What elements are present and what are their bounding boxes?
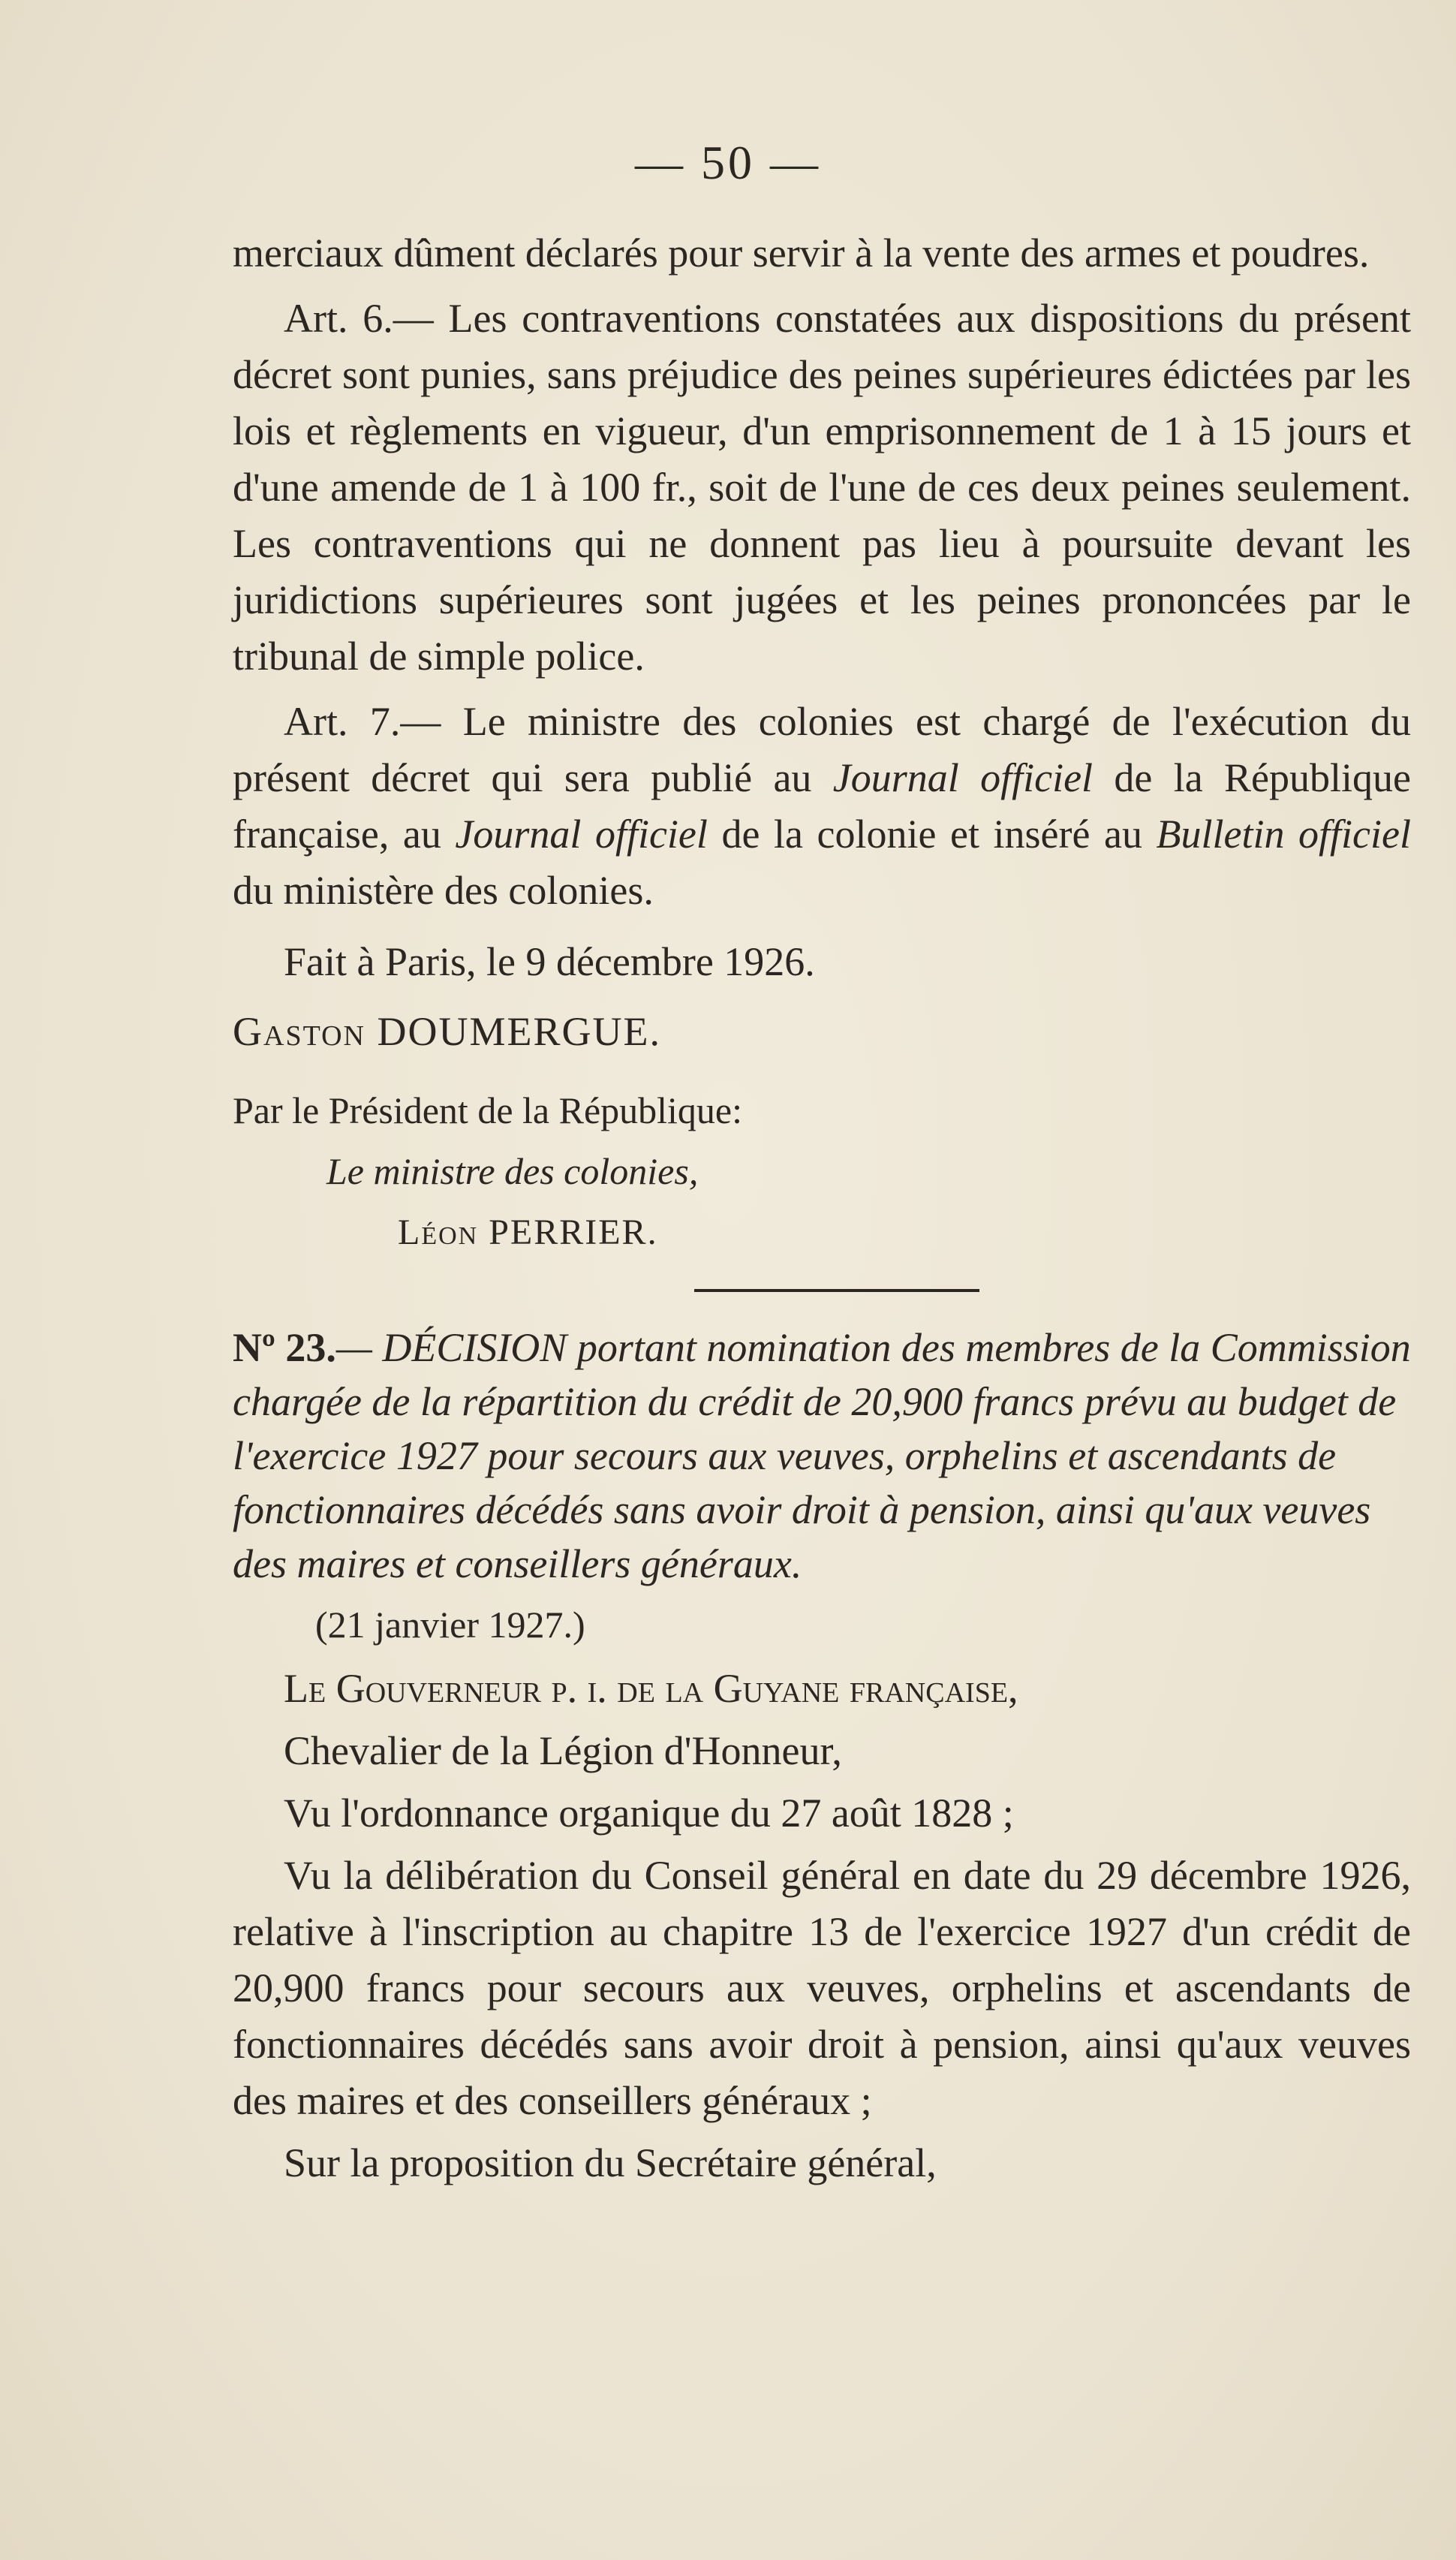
minister-name: Léon PERRIER. xyxy=(398,1212,658,1252)
decision-date: (21 janvier 1927.) xyxy=(315,1604,585,1646)
page-number: — 50 — xyxy=(635,136,821,189)
minister-title-line xyxy=(233,1143,1411,1200)
signature-doumergue: Gaston DOUMERGUE. xyxy=(233,1009,661,1054)
by-president-line: Par le Président de la République: xyxy=(233,1089,743,1131)
chevalier-line: Chevalier de la Légion d'Honneur, xyxy=(284,1728,842,1773)
section-separator xyxy=(694,1289,979,1292)
article-7-text-a: Art. 7.— Le ministre des colonies est chargé de l'exécution du présent décret qui sera publié au xyxy=(233,699,1411,800)
decision-heading xyxy=(233,1321,1411,1591)
decision-title: — DÉCISION portant nomination des membres de la Commission chargée de la répartition du crédit de 20,900 francs prévu au budget de l'exercice 1927 pour secours aux veuves, orphelins et ascendants de fonctionnaires décédés sans avoir droit à pension, ainsi qu'aux veuves des maires et conseillers généraux. xyxy=(233,1325,1411,1586)
article-6: Art. 6.— Les contraventions constatées aux dispositions du présent décret sont punies, sans préjudice des peines supérieures édictées par les lois et règlements en vigueur, d'un emprisonnement de 1 à 15 jours et d'une amende de 1 à 100 fr., soit de l'une de ces deux peines seulement. Les contraventions qui ne donnent pas lieu à poursuite devant les juridictions supérieures sont jugées et les peines prononcées par le tribunal de simple police. xyxy=(233,296,1411,679)
bulletin-officiel-ref: Bulletin officiel xyxy=(1156,812,1411,857)
document-body xyxy=(233,225,1411,2191)
minister-title: Le ministre des colonies, xyxy=(326,1150,699,1192)
vu-ordonnance: Vu l'ordonnance organique du 27 août 1828 ; xyxy=(284,1790,1014,1836)
vu-deliberation: Vu la délibération du Conseil général en date du 29 décembre 1926, relative à l'inscription au chapitre 13 de l'exercice 1927 d'un crédit de 20,900 francs pour secours aux veuves, orphelins et ascendants de fonctionnaires décédés sans avoir droit à pension, ainsi qu'aux veuves des maires et des conseillers généraux ; xyxy=(233,1853,1411,2123)
sur-proposition: Sur la proposition du Secrétaire général, xyxy=(284,2140,937,2185)
journal-officiel-colonie-ref: Journal officiel xyxy=(455,812,708,857)
paragraph-continuation: merciaux dûment déclarés pour servir à la vente des armes et poudres. xyxy=(233,230,1370,276)
journal-officiel-ref: Journal officiel xyxy=(832,755,1094,800)
fait-a-paris: Fait à Paris, le 9 décembre 1926. xyxy=(284,939,815,984)
governor-line: Le Gouverneur p. i. de la Guyane française, xyxy=(284,1666,1018,1711)
article-7-text-b: de la République française, au xyxy=(233,755,1411,857)
decision-number: Nº 23. xyxy=(233,1325,336,1370)
article-7-text-c: de la colonie et inséré au xyxy=(707,812,1157,857)
article-7-text-d: du ministère des colonies. xyxy=(233,868,654,913)
article-7 xyxy=(233,694,1411,919)
